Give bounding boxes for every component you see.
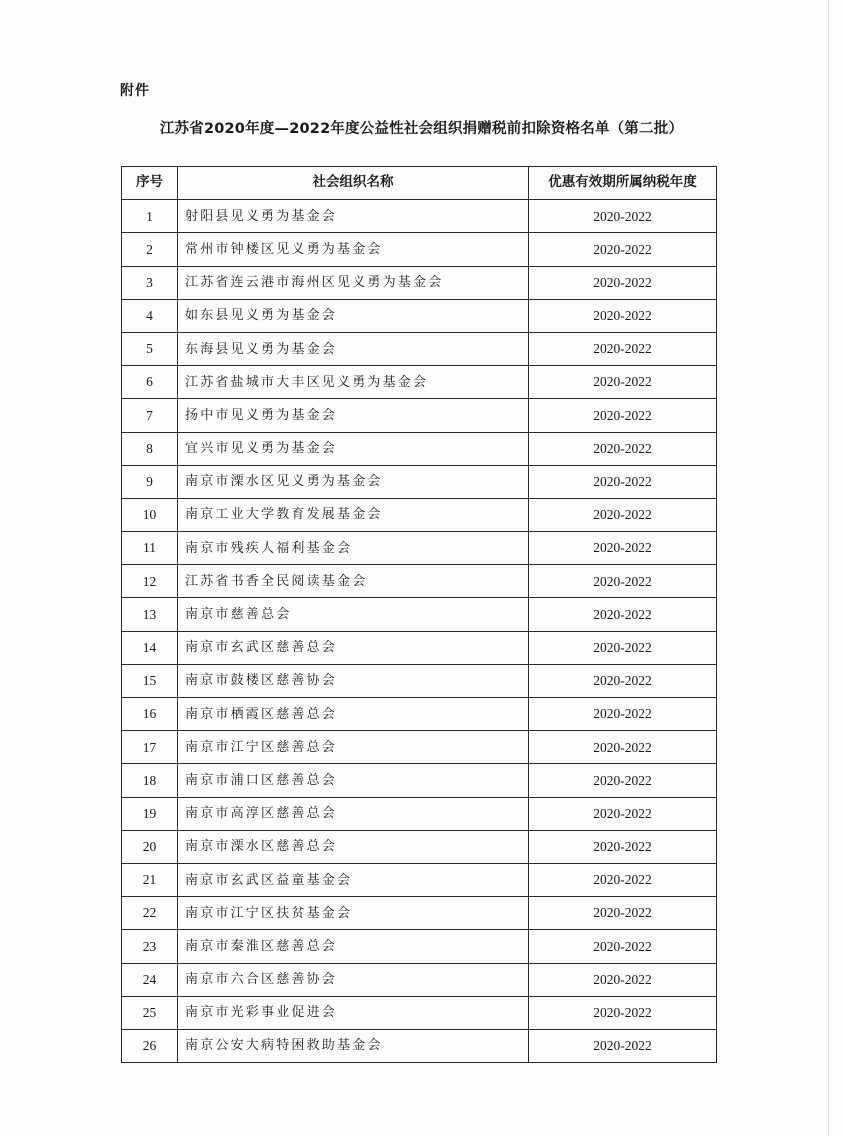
row-serial-number: 9 — [122, 465, 178, 498]
row-serial-number: 8 — [122, 432, 178, 465]
row-serial-number: 12 — [122, 565, 178, 598]
row-valid-tax-years: 2020-2022 — [529, 366, 717, 399]
table-row — [122, 698, 717, 731]
row-serial-number: 24 — [122, 963, 178, 996]
table-row — [122, 299, 717, 332]
row-organization-name: 江苏省盐城市大丰区见义勇为基金会 — [178, 366, 529, 399]
qualification-table-wrapper — [121, 166, 716, 1063]
table-row — [122, 432, 717, 465]
row-valid-tax-years: 2020-2022 — [529, 764, 717, 797]
row-valid-tax-years: 2020-2022 — [529, 432, 717, 465]
row-organization-name: 南京公安大病特困救助基金会 — [178, 1029, 529, 1062]
row-serial-number: 6 — [122, 366, 178, 399]
row-serial-number: 2 — [122, 233, 178, 266]
row-organization-name: 南京市栖霞区慈善总会 — [178, 698, 529, 731]
row-organization-name: 南京市浦口区慈善总会 — [178, 764, 529, 797]
row-organization-name: 南京市残疾人福利基金会 — [178, 532, 529, 565]
row-organization-name: 南京市高淳区慈善总会 — [178, 797, 529, 830]
row-serial-number: 16 — [122, 698, 178, 731]
row-serial-number: 22 — [122, 897, 178, 930]
row-organization-name: 江苏省书香全民阅读基金会 — [178, 565, 529, 598]
row-organization-name: 南京市溧水区见义勇为基金会 — [178, 465, 529, 498]
row-serial-number: 19 — [122, 797, 178, 830]
row-serial-number: 18 — [122, 764, 178, 797]
row-valid-tax-years: 2020-2022 — [529, 498, 717, 531]
row-valid-tax-years: 2020-2022 — [529, 930, 717, 963]
attachment-label: 附件 — [120, 83, 150, 99]
row-valid-tax-years: 2020-2022 — [529, 465, 717, 498]
table-row — [122, 332, 717, 365]
row-serial-number: 11 — [122, 532, 178, 565]
document-title: 江苏省2020年度—2022年度公益性社会组织捐赠税前扣除资格名单（第二批） — [159, 121, 684, 137]
row-valid-tax-years: 2020-2022 — [529, 332, 717, 365]
table-row — [122, 764, 717, 797]
table-body — [122, 200, 717, 1063]
row-serial-number: 21 — [122, 863, 178, 896]
table-row — [122, 565, 717, 598]
table-header-row — [122, 167, 717, 200]
row-serial-number: 1 — [122, 200, 178, 233]
row-valid-tax-years: 2020-2022 — [529, 897, 717, 930]
header-valid-tax-years: 优惠有效期所属纳税年度 — [529, 167, 717, 200]
row-valid-tax-years: 2020-2022 — [529, 830, 717, 863]
row-serial-number: 26 — [122, 1029, 178, 1062]
table-row — [122, 399, 717, 432]
row-valid-tax-years: 2020-2022 — [529, 863, 717, 896]
row-serial-number: 7 — [122, 399, 178, 432]
row-valid-tax-years: 2020-2022 — [529, 996, 717, 1029]
row-organization-name: 南京市玄武区益童基金会 — [178, 863, 529, 896]
table-row — [122, 532, 717, 565]
row-organization-name: 南京市慈善总会 — [178, 598, 529, 631]
table-row — [122, 498, 717, 531]
row-serial-number: 25 — [122, 996, 178, 1029]
row-serial-number: 17 — [122, 731, 178, 764]
table-row — [122, 465, 717, 498]
table-row — [122, 598, 717, 631]
table-row — [122, 797, 717, 830]
row-organization-name: 南京市江宁区慈善总会 — [178, 731, 529, 764]
table-row — [122, 963, 717, 996]
row-organization-name: 宜兴市见义勇为基金会 — [178, 432, 529, 465]
row-organization-name: 如东县见义勇为基金会 — [178, 299, 529, 332]
row-valid-tax-years: 2020-2022 — [529, 1029, 717, 1062]
table-row — [122, 631, 717, 664]
row-valid-tax-years: 2020-2022 — [529, 532, 717, 565]
row-organization-name: 射阳县见义勇为基金会 — [178, 200, 529, 233]
scan-edge-line — [828, 0, 829, 1136]
row-serial-number: 13 — [122, 598, 178, 631]
row-serial-number: 10 — [122, 498, 178, 531]
table-row — [122, 930, 717, 963]
table-row — [122, 366, 717, 399]
row-organization-name: 南京市六合区慈善协会 — [178, 963, 529, 996]
row-valid-tax-years: 2020-2022 — [529, 399, 717, 432]
row-valid-tax-years: 2020-2022 — [529, 565, 717, 598]
row-organization-name: 南京市鼓楼区慈善协会 — [178, 664, 529, 697]
table-row — [122, 1029, 717, 1062]
row-serial-number: 23 — [122, 930, 178, 963]
row-valid-tax-years: 2020-2022 — [529, 963, 717, 996]
table-row — [122, 897, 717, 930]
row-organization-name: 常州市钟楼区见义勇为基金会 — [178, 233, 529, 266]
table-row — [122, 830, 717, 863]
row-valid-tax-years: 2020-2022 — [529, 200, 717, 233]
row-organization-name: 东海县见义勇为基金会 — [178, 332, 529, 365]
row-valid-tax-years: 2020-2022 — [529, 631, 717, 664]
row-organization-name: 南京市玄武区慈善总会 — [178, 631, 529, 664]
row-valid-tax-years: 2020-2022 — [529, 797, 717, 830]
table-row — [122, 266, 717, 299]
row-valid-tax-years: 2020-2022 — [529, 731, 717, 764]
table-row — [122, 996, 717, 1029]
row-organization-name: 扬中市见义勇为基金会 — [178, 399, 529, 432]
row-valid-tax-years: 2020-2022 — [529, 598, 717, 631]
row-organization-name: 南京市光彩事业促进会 — [178, 996, 529, 1029]
row-serial-number: 14 — [122, 631, 178, 664]
row-organization-name: 江苏省连云港市海州区见义勇为基金会 — [178, 266, 529, 299]
table-row — [122, 863, 717, 896]
row-valid-tax-years: 2020-2022 — [529, 698, 717, 731]
header-serial-number: 序号 — [122, 167, 178, 200]
row-serial-number: 20 — [122, 830, 178, 863]
row-organization-name: 南京市江宁区扶贫基金会 — [178, 897, 529, 930]
row-organization-name: 南京市秦淮区慈善总会 — [178, 930, 529, 963]
row-serial-number: 5 — [122, 332, 178, 365]
table-row — [122, 731, 717, 764]
row-valid-tax-years: 2020-2022 — [529, 266, 717, 299]
row-valid-tax-years: 2020-2022 — [529, 299, 717, 332]
row-serial-number: 15 — [122, 664, 178, 697]
row-valid-tax-years: 2020-2022 — [529, 233, 717, 266]
row-serial-number: 4 — [122, 299, 178, 332]
row-serial-number: 3 — [122, 266, 178, 299]
table-row — [122, 200, 717, 233]
header-organization-name: 社会组织名称 — [178, 167, 529, 200]
row-organization-name: 南京市溧水区慈善总会 — [178, 830, 529, 863]
row-organization-name: 南京工业大学教育发展基金会 — [178, 498, 529, 531]
row-valid-tax-years: 2020-2022 — [529, 664, 717, 697]
table-row — [122, 664, 717, 697]
qualification-table — [121, 166, 717, 1063]
table-row — [122, 233, 717, 266]
